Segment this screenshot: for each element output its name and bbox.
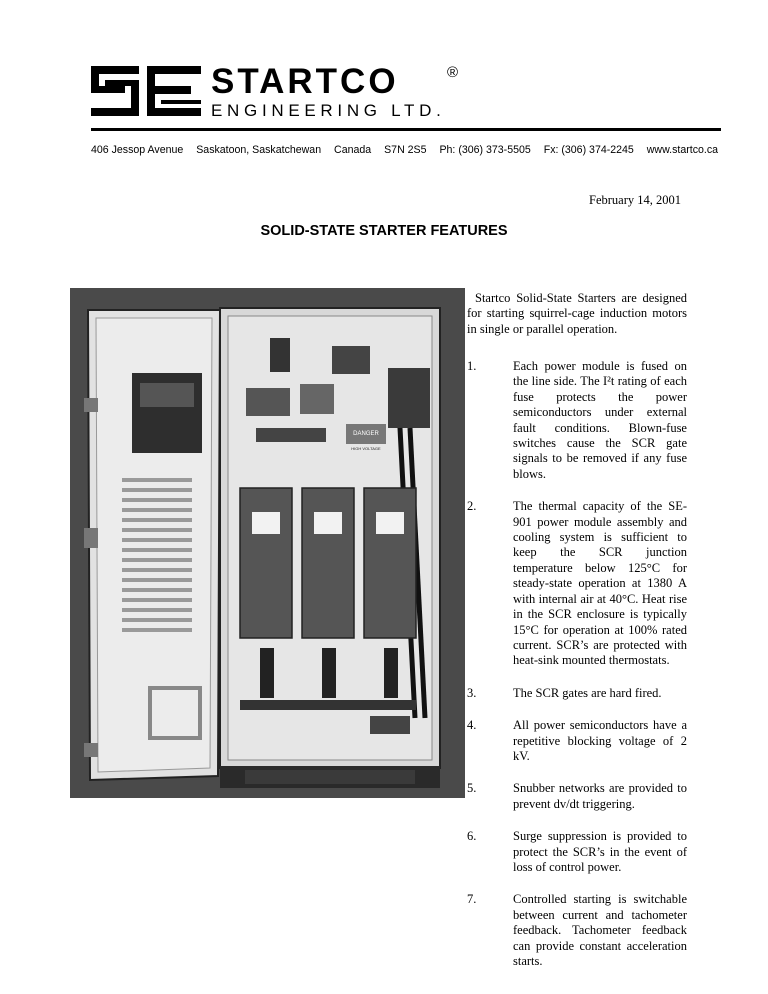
address-fax: Fx: (306) 374-2245	[543, 144, 634, 156]
feature-list	[467, 359, 687, 986]
danger-label: DANGER	[353, 431, 379, 437]
address-bar	[91, 143, 721, 157]
address-street: 406 Jessop Avenue	[91, 144, 184, 156]
address-website[interactable]: www.startco.ca	[646, 144, 719, 156]
document-date: February 14, 2001	[589, 193, 681, 207]
list-item-text: Surge suppression is provided to protect the SCR’s in the event of loss of control power.	[513, 829, 687, 874]
starter-cabinet-photo	[70, 288, 465, 798]
address-postal: S7N 2S5	[384, 144, 427, 156]
list-item-text: The SCR gates are hard fired.	[513, 685, 662, 700]
list-item-number: 2.	[467, 499, 477, 514]
header-divider	[91, 128, 721, 131]
address-phone: Ph: (306) 373-5505	[439, 144, 531, 156]
list-item-number: 6.	[467, 829, 477, 844]
list-item-text: Snubber networks are provided to prevent dv/dt triggering.	[513, 781, 687, 811]
list-item	[467, 718, 687, 764]
list-item-text: Controlled starting is switchable between current and tachometer feedback. Tachometer feedback can provide constant acceleration starts.	[513, 892, 687, 968]
intro-paragraph: Startco Solid-State Starters are designed for starting squirrel-cage induction motors in single or parallel operation.	[467, 291, 687, 336]
list-item	[467, 892, 687, 969]
list-item-text: The thermal capacity of the SE-901 power module assembly and cooling system is sufficient to keep the SCR junction temperature below 125°C for steady-state operation at 1380 A with internal air at 40°C. Heat rise in the SCR enclosure is typically 15°C for operation at 100% rated current. SCR’s are protected with heat-sink mounted thermostats.	[513, 499, 687, 668]
document-title: SOLID-STATE STARTER FEATURES	[260, 223, 508, 239]
list-item	[467, 359, 687, 482]
list-item	[467, 686, 687, 701]
list-item	[467, 499, 687, 668]
list-item	[467, 781, 687, 812]
list-item	[467, 829, 687, 875]
list-item-number: 3.	[467, 685, 477, 700]
danger-sublabel: HIGH VOLTAGE	[351, 446, 381, 451]
list-item-number: 7.	[467, 892, 477, 907]
list-item-text: All power semiconductors have a repetitive blocking voltage of 2 kV.	[513, 718, 687, 763]
company-subtitle: ENGINEERING LTD.	[211, 101, 446, 120]
list-item-number: 5.	[467, 781, 477, 796]
list-item-number: 4.	[467, 718, 477, 733]
address-country: Canada	[334, 144, 372, 156]
list-item-text: Each power module is fused on the line side. The I²t rating of each fuse protects the power semiconductors under external fault conditions. Blown-fuse switches cause the SCR gate signals to be removed if any fuse blows.	[513, 359, 687, 481]
address-city: Saskatoon, Saskatchewan	[196, 144, 322, 156]
registered-mark: ®	[447, 64, 459, 81]
company-name: STARTCO	[211, 62, 399, 101]
company-logo-icon	[91, 66, 201, 116]
list-item-number: 1.	[467, 359, 477, 373]
